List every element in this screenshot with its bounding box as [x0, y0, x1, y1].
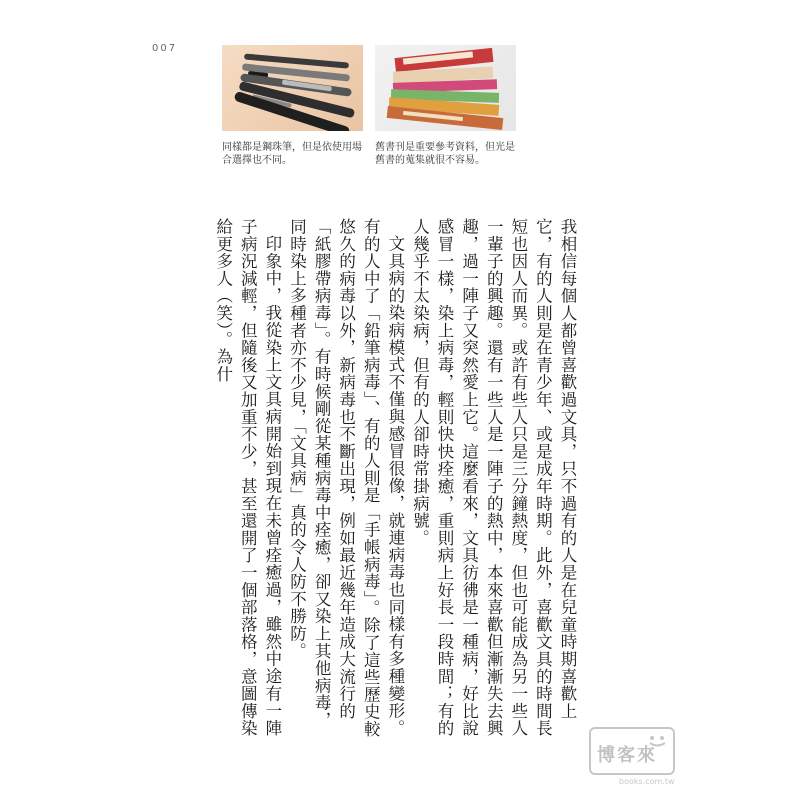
watermark-url: books.com.tw — [619, 777, 675, 786]
left-photo-caption: 同樣都是鋼珠筆，但是依使用場合選擇也不同。 — [222, 142, 362, 166]
smile-icon — [647, 733, 669, 747]
old-books-photo — [375, 45, 516, 131]
page-number: 007 — [152, 43, 178, 54]
paragraph: 文具病的染病模式不僅與感冒很像，就連病毒也同樣有多種變形。有的人中了「鉛筆病毒」、有的人則是「手帳病毒」。除了這些歷史較悠久的病毒以外，新病毒也不斷出現，例如最近幾年造成大流行的「紙膠帶病毒」。有時候剛從某種病毒中痊癒，卻又染上其他病毒，同時染上多種者亦不少見，「文具病」真的令人防不勝防。 — [287, 218, 405, 738]
paragraph: 印象中，我從染上文具病開始到現在未曾痊癒過，雖然中途有一陣子病況減輕，但隨後又加重不少，甚至還開了一個部落格，意圖傳染給更多人（笑）。為什 — [213, 218, 282, 737]
ballpoint-pens-photo — [222, 45, 363, 131]
right-photo-caption: 舊書刊是重要參考資料，但光是舊書的蒐集就很不容易。 — [375, 142, 515, 166]
body-text — [209, 218, 579, 738]
watermark-text: 博客來 — [597, 745, 657, 766]
books-com-tw-watermark — [589, 727, 679, 789]
paragraph: 我相信每個人都曾喜歡過文具，只不過有的人是在兒童時期喜歡上它，有的人則是在青少年、或是成年時期。此外，喜歡文具的時間長短也因人而異。或許有些人只是三分鐘熱度，但也可能成為另一些人一輩子的興趣。還有一些人是一陣子的熱中，本來喜歡但漸漸失去興趣，過一陣子又突然愛上它。這麼看來，文具彷彿是一種病，好比說感冒一樣，染上病毒，輕則快快痊癒，重則病上好長一段時間；有的人幾乎不太染病，但有的人卻時常掛病號。 — [410, 218, 577, 737]
